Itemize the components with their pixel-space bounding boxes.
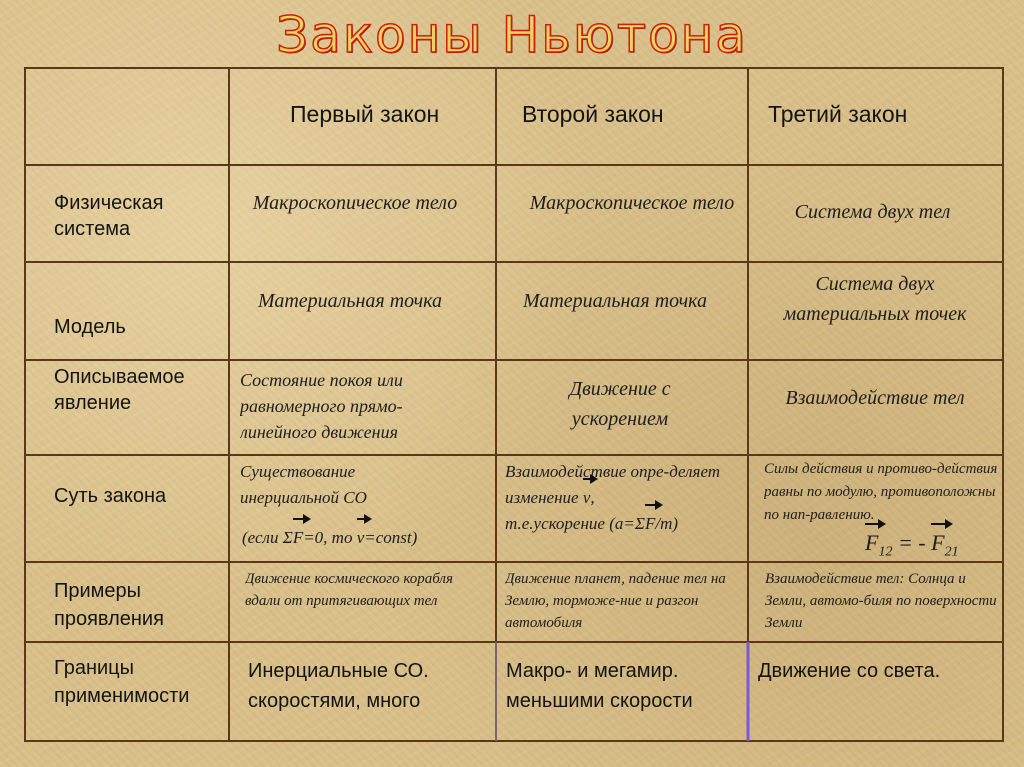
essence-second	[505, 459, 743, 537]
system-second: Макроскопическое тело	[529, 192, 735, 214]
examples-second: Движение планет, падение тел на Землю, торможе-ние и разгон автомобиля	[505, 571, 726, 631]
slide-title: Законы Ньютона	[276, 6, 748, 64]
model-third: Система двух материальных точек	[783, 273, 967, 325]
examples-first: Движение космического корабля вдали от притягивающих тел	[245, 571, 453, 609]
row-label-phenomenon: Описываемое явление	[54, 366, 185, 414]
sigma-symbol: Σ	[282, 528, 293, 547]
phenomenon-second: Движение с ускорением	[569, 378, 671, 430]
model-second: Материальная точка	[522, 290, 708, 312]
essence-third-formula	[865, 530, 1000, 560]
row-label-limits: Границы применимости	[54, 657, 190, 707]
model-first: Материальная точка	[257, 290, 443, 312]
phenomenon-third: Взаимодействие тел	[785, 387, 965, 409]
limits-third: Движение со света.	[758, 660, 941, 682]
header-third-law: Третий закон	[768, 101, 908, 127]
essence-third-text: Силы действия и противо-действия равны по модулю, противоположны по нап-равлению.	[764, 461, 998, 523]
essence-first-text: Существование инерциальной СО	[240, 462, 367, 507]
header-first-law: Первый закон	[290, 101, 440, 127]
header-second-law: Второй закон	[522, 101, 664, 127]
limits-first: Инерциальные СО. скоростями, много	[248, 660, 429, 712]
force-12-vector: F	[865, 530, 879, 555]
formula-rest: =const)	[364, 528, 418, 547]
row-label-examples: Примеры проявления	[54, 580, 164, 630]
essence-second-text: Взаимодействие опре-деляет изменение	[505, 462, 721, 507]
row-label-system: Физическая система	[54, 192, 164, 240]
velocity-vector: v	[357, 525, 365, 551]
force-21-vector: F	[931, 530, 945, 555]
acceleration-post: /m)	[655, 514, 679, 533]
examples-third: Взаимодействие тел: Солнца и Земли, автомо-биля по поверхности Земли	[765, 571, 997, 631]
system-first: Макроскопическое тело	[252, 192, 458, 214]
system-third: Система двух тел	[794, 201, 951, 223]
force-vector: F	[293, 525, 303, 551]
essence-second-comma: ,	[590, 488, 595, 507]
formula-middle: =0, то	[303, 528, 357, 547]
essence-first-formula	[242, 525, 492, 553]
sigma-symbol-2: Σ	[634, 514, 645, 533]
row-label-essence: Суть закона	[54, 485, 167, 507]
formula-equals: = -	[892, 530, 932, 555]
force-vector-2: F	[645, 511, 655, 537]
velocity-change-vector: v	[583, 485, 591, 511]
phenomenon-first: Состояние покоя или равномерного прямо-линейного движения	[240, 370, 403, 442]
formula-open: (если	[242, 528, 283, 547]
subscript-21: 21	[944, 544, 959, 560]
row-label-model: Модель	[54, 316, 126, 338]
subscript-12: 12	[878, 544, 893, 560]
limits-second: Макро- и мегамир. меньшими скорости	[506, 660, 693, 712]
acceleration-pre: т.е.ускорение (a=	[505, 514, 635, 533]
